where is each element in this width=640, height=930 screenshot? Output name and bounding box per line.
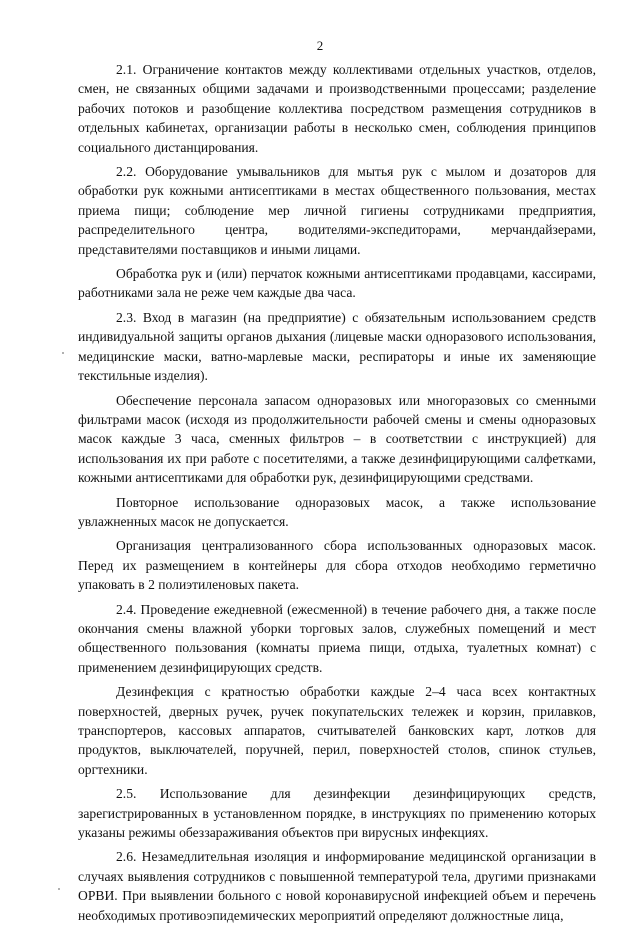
scan-speck [62,352,64,354]
paragraph-mask-supply: Обеспечение персонала запасом одноразовых или многоразовых со сменными фильтрами масок (исходя из продолжительности рабочей смены и смены одноразовых масок каждые 3 часа, сменных фильтров – в соответствии с инструкцией) для использования их при работе с посетителями, а также дезинфицирующими салфетками, кожными антисептиками для обработки рук, дезинфицирующими средствами. [78,392,596,486]
paragraph-2-3: 2.3. Вход в магазин (на предприятие) с обязательным использованием средств индивидуальной защиты органов дыхания (лицевые маски одноразового использования, медицинские маски, ватно-марлевые маски, респираторы и иные их заменяющие текстильные изделия). [78,309,596,384]
document-body [78,60,596,930]
paragraph-2-2: 2.2. Оборудование умывальников для мытья рук с мылом и дозаторов для обработки рук кожными антисептиками в местах общественного пользования, местах приема пищи; соблюдение мер личной гигиены сотрудниками предприятия, распределительного центра, водителями-экспедиторами, мерчандайзерами, представителями поставщиков и иными лицами. [78,164,596,257]
scan-speck [58,888,60,890]
paragraph-2-4: 2.4. Проведение ежедневной (ежесменной) в течение рабочего дня, а также после окончания смены влажной уборки торговых залов, служебных помещений и мест общественного пользования (комнаты приема пищи, отдыха, туалетных комнат) с применением дезинфицирующих средств. [78,601,596,675]
paragraph-2-6: 2.6. Незамедлительная изоляция и информирование медицинской организации в случаях выявления сотрудников с повышенной температурой тела, другими признаками ОРВИ. При выявлении больного с новой коронавирусной инфекцией объем и перечень необходимых противоэпидемических мероприятий определяют должностные лица, [78,849,596,923]
paragraph-mask-collection: Организация централизованного сбора использованных одноразовых масок. Перед их размещением в контейнеры для сбора отходов необходимо герметично упаковать в 2 полиэтиленовых пакета. [78,538,596,593]
paragraph-2-5: 2.5. Использование для дезинфекции дезинфицирующих средств, зарегистрированных в установленном порядке, в инструкциях по применению которых указаны режимы обеззараживания объектов при вирусных инфекциях. [78,786,596,841]
paragraph-disinfection: Дезинфекция с кратностью обработки каждые 2–4 часа всех контактных поверхностей, дверных ручек, ручек покупательских тележек и корзин, прилавков, транспортеров, кассовых аппаратов, считывателей банковских карт, лотков для продуктов, выключателей, поручней, перил, поверхностей столов, спинок стульев, оргтехники. [78,684,596,777]
paragraph-2-1: 2.1. Ограничение контактов между коллективами отдельных участков, отделов, смен, не связанных общими задачами и производственными процессами; разделение рабочих потоков и разобщение коллектива посредством размещения сотрудников в отдельных кабинетах, организации работы в несколько смен, соблюдения принципов социального дистанцирования. [78,62,596,155]
paragraph-hand-treatment: Обработка рук и (или) перчаток кожными антисептиками продавцами, кассирами, работниками зала не реже чем каждые два часа. [78,266,596,301]
page-number: 2 [316,38,324,53]
paragraph-mask-reuse: Повторное использование одноразовых масок, а также использование увлажненных масок не допускается. [78,494,596,529]
